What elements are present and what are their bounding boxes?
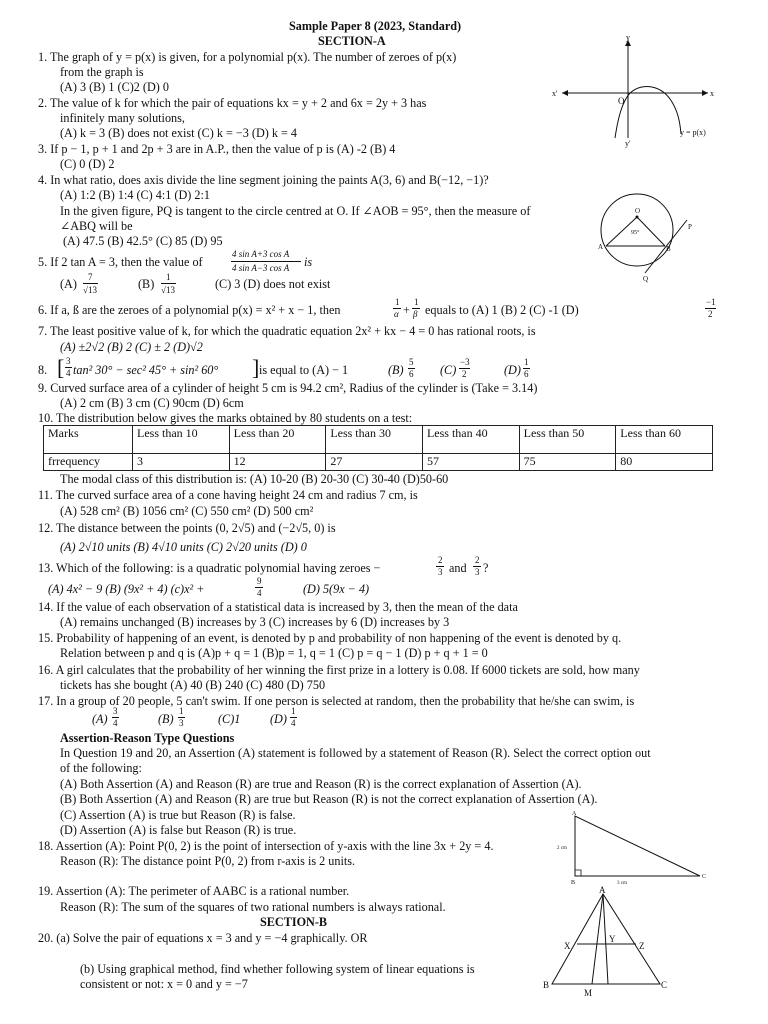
segment-am-line [592, 894, 603, 984]
q8-option-b-label: (B) [388, 363, 404, 377]
q13-text: 13. Which of the following: is a quadratic polynomial having zeroes − [38, 561, 381, 575]
table-cell: 12 [229, 454, 326, 471]
q6-frac2-num: 1 [414, 297, 419, 307]
right-angle-marker [575, 870, 581, 876]
q13-option-d: (D) 5(9x − 4) [303, 582, 370, 596]
table-header-cell: Less than 50 [519, 426, 616, 454]
segment-a-base-line [603, 894, 608, 984]
q13-option-c-num: 9 [257, 576, 262, 586]
ar-option-a: (A) Both Assertion (A) and Reason (R) are true and Reason (R) is the correct explanation of Assertion (A). [60, 777, 582, 791]
q17-option-b-den: 3 [179, 718, 184, 728]
table-header-cell: Less than 30 [326, 426, 423, 454]
q5-option-a-num: 7 [88, 272, 93, 282]
q5-option-b-bar [161, 283, 176, 284]
table-cell: 27 [326, 454, 423, 471]
right-triangle-shape [575, 816, 700, 876]
table-cell: 3 [133, 454, 230, 471]
q17-option-d-den: 4 [291, 718, 296, 728]
circle-tangent-figure [595, 185, 705, 285]
vertex-c-label: C [702, 874, 707, 880]
q5-option-a-bar [83, 283, 98, 284]
ar-instructions: In Question 19 and 20, an Assertion (A) statement is followed by a statement of Reason (R). Select the correct option out [60, 746, 651, 760]
q8-frac-num: 3 [66, 356, 71, 366]
q8-label: 8. [38, 363, 48, 377]
q17-option-a-num: 3 [113, 706, 118, 716]
q5-numerator: 4 sin A+3 cos A [232, 249, 290, 259]
triangle-midpoint-figure [540, 882, 670, 1000]
q9-text: 9. Curved surface area of a cylinder of height 5 cm is 94.2 cm², Radius of the cylinder is (Take = 3.14) [38, 381, 538, 395]
q13-and: and [449, 561, 467, 575]
point-a-label: A [598, 243, 604, 251]
q14-text: 14. If the value of each observation of a statistical data is increased by 3, then the mean of the data [38, 600, 518, 614]
q1-options: (A) 3 (B) 1 (C)2 (D) 0 [60, 80, 169, 94]
q6-option-d-num: −1 [706, 297, 716, 307]
q17-option-b-label: (B) [158, 712, 174, 726]
y-prime-label: y' [625, 139, 631, 148]
ar-option-c: (C) Assertion (A) is true but Reason (R) is false. [60, 808, 296, 822]
q12-text: 12. The distance between the points (0, 2√5) and (−2√5, 0) is [38, 521, 336, 535]
center-label: O [635, 207, 641, 215]
vertex-b-label: B [571, 880, 576, 886]
q8-option-b-num: 5 [409, 357, 414, 367]
q13-frac2-num: 2 [475, 555, 480, 565]
q5-option-a-label: (A) [60, 277, 77, 291]
q17-option-c: (C)1 [218, 712, 241, 726]
assertion-reason-heading: Assertion-Reason Type Questions [60, 731, 235, 745]
q7-options: (A) ±2√2 (B) 2 (C) ± 2 (D)√2 [60, 340, 203, 354]
angle-label: 95° [631, 230, 640, 236]
q14-options: (A) remains unchanged (B) increases by 3 (C) increases by 6 (D) increases by 3 [60, 615, 450, 629]
vertex-a-label: A [572, 811, 577, 817]
table-cell: 75 [519, 454, 616, 471]
tangent-options: (A) 47.5 (B) 42.5° (C) 85 (D) 95 [63, 234, 223, 248]
q17-option-a-den: 4 [113, 718, 118, 728]
q5-option-cd: (C) 3 (D) does not exist [215, 277, 331, 291]
q20-part-b: (b) Using graphical method, find whether following system of linear equations is [80, 962, 475, 976]
tangent-question-cont: ∠ABQ will be [60, 219, 133, 233]
q8-option-c-num: −3 [460, 357, 470, 367]
q3-options: (C) 0 (D) 2 [60, 157, 115, 171]
q8-option-b-den: 6 [409, 369, 414, 379]
q8-option-d-num: 1 [524, 357, 529, 367]
q13-question-mark: ? [483, 561, 489, 575]
q1-text-cont: from the graph is [60, 65, 144, 79]
curve-label: y = p(x) [680, 128, 706, 137]
q6-frac2-den: β [413, 309, 418, 319]
q20-part-b-cont: consistent or not: x = 0 and y = −7 [80, 977, 248, 991]
q2-options: (A) k = 3 (B) does not exist (C) k = −3 (D) k = 4 [60, 126, 298, 140]
q6-plus: + [403, 303, 410, 317]
q12-options: (A) 2√10 units (B) 4√10 units (C) 2√20 units (D) 0 [60, 540, 307, 554]
q5-text: 5. If 2 tan A = 3, then the value of [38, 255, 203, 269]
q5-fraction-bar [231, 261, 301, 262]
q10-text: 10. The distribution below gives the marks obtained by 80 students on a test: [38, 411, 413, 425]
q17-option-b-num: 1 [179, 706, 184, 716]
q17-option-d-num: 1 [291, 706, 296, 716]
q10-modal-class: The modal class of this distribution is: (A) 10-20 (B) 20-30 (C) 30-40 (D)50-60 [60, 472, 449, 486]
section-b-heading: SECTION-B [260, 915, 328, 929]
tangent-question: In the given figure, PQ is tangent to the circle centred at O. If ∠AOB = 95°, then the measure of [60, 204, 531, 218]
point-q-label: Q [643, 275, 649, 283]
q16-text: 16. A girl calculates that the probability of her winning the first prize in a lottery is 0.08. If 6000 tickets are sold, how many [38, 663, 640, 677]
table-header-cell: Less than 40 [422, 426, 519, 454]
table-row [44, 454, 713, 471]
point-m-label: M [584, 988, 593, 998]
table-cell: 80 [616, 454, 713, 471]
q6-frac1-den: α [394, 309, 399, 319]
q6-frac1-num: 1 [395, 297, 400, 307]
vertex-c-label: C [661, 980, 668, 990]
point-y-label: Y [609, 934, 616, 944]
y-label: y [626, 33, 630, 42]
q4-text: 4. In what ratio, does axis divide the line segment joining the paints A(3, 6) and B(−12, −1)? [38, 173, 489, 187]
q1-text: 1. The graph of y = p(x) is given, for a polynomial p(x). The number of zeroes of p(x) [38, 50, 457, 64]
q5-option-b-num: 1 [166, 272, 171, 282]
q13-frac1-den: 3 [438, 567, 443, 577]
q6-option-d-den: 2 [708, 309, 713, 319]
q6-options: equals to (A) 1 (B) 2 (C) -1 (D) [425, 303, 579, 317]
q8-expression: tan² 30° − sec² 45° + sin² 60° [73, 363, 219, 377]
q5-option-b-den: √13 [161, 285, 175, 295]
q18-assertion: 18. Assertion (A): Point P(0, 2) is the point of intersection of y-axis with the line 3x + 2y = 4. [38, 839, 494, 853]
vertex-a-label: A [599, 885, 606, 895]
q5-denominator: 4 sin A−3 cos A [232, 263, 290, 273]
q13-options-abc: (A) 4x² − 9 (B) (9x² + 4) (c)x² + [48, 582, 205, 596]
q20-part-a: 20. (a) Solve the pair of equations x = 3 and y = −4 graphically. OR [38, 931, 368, 945]
q9-options: (A) 2 cm (B) 3 cm (C) 90cm (D) 6cm [60, 396, 244, 410]
side-bc-label: 3 cm [617, 881, 627, 886]
q11-text: 11. The curved surface area of a cone having height 24 cm and radius 7 cm, is [38, 488, 418, 502]
q6-text: 6. If a, ß are the zeroes of a polynomial p(x) = x² + x − 1, then [38, 303, 341, 317]
right-triangle-figure [555, 808, 715, 888]
q19-reason: Reason (R): The sum of the squares of two rational numbers is always rational. [60, 900, 446, 914]
q2-text-cont: infinitely many solutions, [60, 111, 185, 125]
q8-bracket-left: [ [57, 355, 65, 380]
q18-reason: Reason (R): The distance point P(0, 2) from r-axis is 2 units. [60, 854, 356, 868]
q8-options-a: is equal to (A) − 1 [259, 363, 349, 377]
q15-options: Relation between p and q is (A)p + q = 1 (B)p = 1, q = 1 (C) p = q − 1 (D) p + q + 1 = 0 [60, 646, 488, 660]
q17-text: 17. In a group of 20 people, 5 can't swim. If one person is selected at random, then the probability that he/she can swim, is [38, 694, 635, 708]
q5-option-b-label: (B) [138, 277, 155, 291]
vertex-b-label: B [543, 980, 550, 990]
q7-text: 7. The least positive value of k, for which the quadratic equation 2x² + kx − 4 = 0 has rational roots, is [38, 324, 536, 338]
q11-options: (A) 528 cm² (B) 1056 cm² (C) 550 cm² (D) 500 cm² [60, 504, 314, 518]
q8-option-c-den: 2 [462, 369, 467, 379]
x-label: x [710, 89, 714, 98]
q2-text: 2. The value of k for which the pair of equations kx = y + 2 and 6x = 2y + 3 has [38, 96, 427, 110]
table-cell: 57 [422, 454, 519, 471]
q13-frac2-den: 3 [475, 567, 480, 577]
table-header-cell: Less than 20 [229, 426, 326, 454]
table-header-cell: Less than 10 [133, 426, 230, 454]
origin-label: O [618, 96, 625, 106]
x-prime-label: x' [552, 89, 558, 98]
table-header-cell: Marks [44, 426, 133, 454]
point-z-label: Z [639, 941, 645, 951]
q17-option-d-label: (D) [270, 712, 287, 726]
q16-options: tickets has she bought (A) 40 (B) 240 (C) 480 (D) 750 [60, 678, 326, 692]
polynomial-graph-figure [550, 30, 720, 150]
q13-frac1-num: 2 [438, 555, 443, 565]
ar-instructions-cont: of the following: [60, 761, 142, 775]
q5-is: is [304, 255, 313, 269]
center-point [636, 216, 639, 219]
q8-option-c-label: (C) [440, 363, 457, 377]
q5-option-a-den: √13 [83, 285, 97, 295]
q13-option-c-den: 4 [257, 588, 262, 598]
q3-text: 3. If p − 1, p + 1 and 2p + 3 are in A.P., then the value of p is (A) -2 (B) 4 [38, 142, 396, 156]
q8-frac-den: 4 [66, 368, 71, 378]
point-b-label: B [666, 245, 671, 253]
ar-option-d: (D) Assertion (A) is false but Reason (R) is true. [60, 823, 297, 837]
distribution-table [43, 425, 713, 471]
x-arrow-icon [702, 90, 708, 96]
q15-text: 15. Probability of happening of an event, is denoted by p and probability of non happening of the event is denoted by q. [38, 631, 622, 645]
q17-option-a-label: (A) [92, 712, 108, 726]
table-cell: frrequency [44, 454, 133, 471]
x-prime-arrow-icon [562, 90, 568, 96]
q19-assertion: 19. Assertion (A): The perimeter of AABC is a rational number. [38, 884, 350, 898]
q8-option-d-label: (D) [504, 363, 521, 377]
q8-bracket-right: ] [252, 355, 260, 380]
side-ab-label: 2 cm [557, 846, 567, 851]
q4-options: (A) 1:2 (B) 1:4 (C) 4:1 (D) 2:1 [60, 188, 210, 202]
q8-option-d-den: 6 [524, 369, 529, 379]
radius-ob-line [637, 217, 665, 246]
curve-line [615, 87, 681, 138]
section-a-heading: SECTION-A [318, 34, 386, 48]
point-p-label: P [688, 223, 692, 231]
ar-option-b: (B) Both Assertion (A) and Reason (R) are true but Reason (R) is not the correct explanation of Assertion (A). [60, 792, 598, 806]
paper-title: Sample Paper 8 (2023, Standard) [289, 19, 462, 33]
point-x-label: X [564, 941, 571, 951]
table-header-row [44, 426, 713, 454]
table-header-cell: Less than 60 [616, 426, 713, 454]
